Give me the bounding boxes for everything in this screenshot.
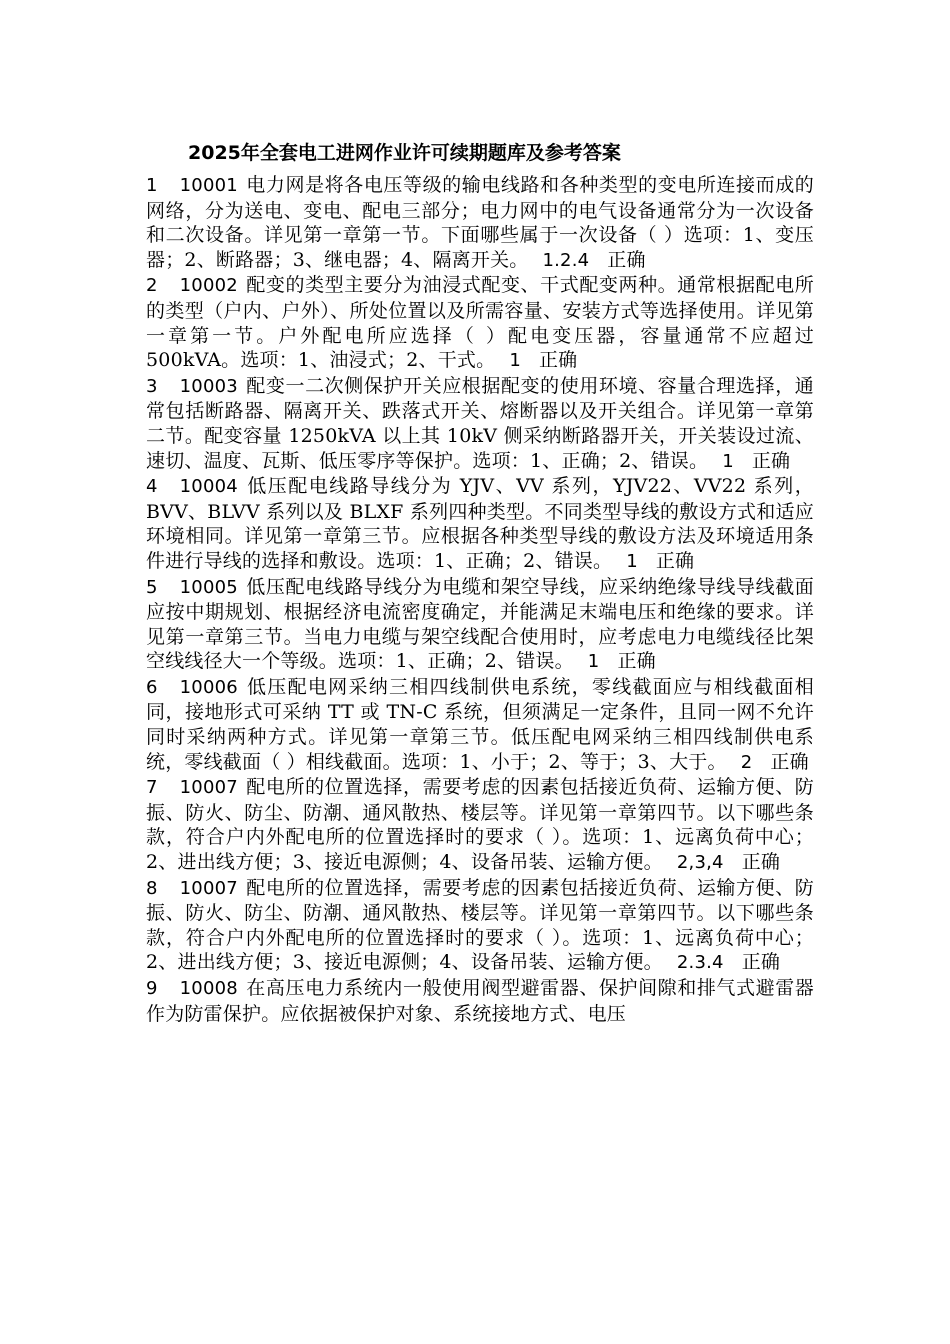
question-code: 10003 xyxy=(179,375,238,397)
question-number: 6 xyxy=(146,676,158,698)
question-code: 10008 xyxy=(179,978,238,999)
question-result: 正确 xyxy=(655,549,695,572)
question-item xyxy=(146,575,814,675)
question-text: 配变一二次侧保护开关应根据配变的使用环境、容量合理选择，通常包括断路器、隔离开关、跌落式开关、熔断器以及开关组合。详见第一章第二节。配变容量 1250kVA 以上其 10kV 侧采纳断路器开关，开关装设过流、速切、温度、瓦斯、低压零序等保护。选项：1、正确；2、错误。 xyxy=(146,374,814,472)
question-answer: 2.3.4 xyxy=(676,952,724,974)
question-answer: 1 xyxy=(626,550,638,572)
question-number: 7 xyxy=(146,777,158,799)
question-text: 配变的类型主要分为油浸式配变、干式配变两种。通常根据配电所的类型（户内、户外）、所处位置以及所需容量、安装方式等选择使用。详见第一章第一节。户外配电所应选择（ ）配电变压器，容量通常不应超过 500kVA。选项：1、油浸式；2、干式。 xyxy=(146,274,814,372)
question-code: 10007 xyxy=(179,877,238,899)
question-answer: 2 xyxy=(740,751,753,773)
question-result: 正确 xyxy=(770,750,809,773)
question-answer: 1.2.4 xyxy=(542,249,590,271)
question-item xyxy=(146,675,814,775)
question-number: 1 xyxy=(146,175,158,196)
question-text: 配电所的位置选择，需要考虑的因素包括接近负荷、运输方便、防振、防火、防尘、防潮、通风散热、楼层等。详见第一章第四节。以下哪些条款，符合户内外配电所的位置选择时的要求（ ）。选项：1、远离负荷中心；2、进出线方便；3、接近电源侧；4、设备吊装、运输方便。 xyxy=(146,876,814,974)
question-code: 10005 xyxy=(179,576,238,598)
question-code: 10007 xyxy=(179,777,238,799)
question-number: 4 xyxy=(146,476,158,498)
question-item xyxy=(146,474,814,574)
question-list xyxy=(146,173,814,1027)
question-result: 正确 xyxy=(538,349,578,372)
question-number: 3 xyxy=(146,375,158,397)
question-result: 正确 xyxy=(751,449,791,472)
document-title: 2025年全套电工进网作业许可续期题库及参考答案 xyxy=(188,142,621,164)
question-answer: 2,3,4 xyxy=(676,852,724,874)
question-text: 电力网是将各电压等级的输电线路和各种类型的变电所连接而成的网络，分为送电、变电、配电三部分；电力网中的电气设备通常分为一次设备和二次设备。详见第一章第一节。下面哪些属于一次设备（ ）选项：1、变压器；2、断路器；3、继电器；4、隔离开关。 xyxy=(146,174,814,271)
question-number: 9 xyxy=(146,978,158,999)
question-code: 10004 xyxy=(179,476,238,498)
question-answer: 1 xyxy=(587,651,600,673)
question-text: 低压配电线路导线分为电缆和架空导线，应采纳绝缘导线导线截面应按中期规划、根据经济电流密度确定，并能满足末端电压和绝缘的要求。详见第一章第三节。当电力电缆与架空线配合使用时，应考虑电力电缆线径比架空线线径大一个等级。选项：1、正确；2、错误。 xyxy=(146,575,814,673)
question-code: 10001 xyxy=(179,175,238,196)
question-number: 8 xyxy=(146,877,158,899)
question-item xyxy=(146,374,814,474)
question-text: 低压配电网采纳三相四线制供电系统，零线截面应与相线截面相同，接地形式可采纳 TT 或 TN-C 系统，但须满足一定条件，且同一网不允许同时采纳两种方式。详见第一章第三节。低压配电网采纳三相四线制供电系统，零线截面（ ）相线截面。选项：1、小于；2、等于；3、大于。 xyxy=(146,675,814,773)
question-item xyxy=(146,976,814,1027)
question-item xyxy=(146,775,814,875)
question-result: 正确 xyxy=(607,248,646,271)
question-code: 10002 xyxy=(179,275,238,297)
question-result: 正确 xyxy=(617,650,656,673)
question-result: 正确 xyxy=(741,851,781,874)
question-item xyxy=(146,273,814,373)
question-text: 配电所的位置选择，需要考虑的因素包括接近负荷、运输方便、防振、防火、防尘、防潮、通风散热、楼层等。详见第一章第四节。以下哪些条款，符合户内外配电所的位置选择时的要求（ ）。选项：1、远离负荷中心；2、进出线方便；3、接近电源侧；4、设备吊装、运输方便。 xyxy=(146,776,814,874)
question-item xyxy=(146,173,814,273)
question-text: 在高压电力系统内一般使用阀型避雷器、保护间隙和排气式避雷器作为防雷保护。应依据被保护对象、系统接地方式、电压 xyxy=(146,977,814,1025)
question-item xyxy=(146,876,814,976)
question-answer: 1 xyxy=(509,350,521,372)
question-code: 10006 xyxy=(179,676,238,698)
question-result: 正确 xyxy=(741,951,781,974)
question-text: 低压配电线路导线分为 YJV、VV 系列，YJV22、VV22 系列，BVV、BLVV 系列以及 BLXF 系列四种类型。不同类型导线的敷设方式和适应环境相同。详见第一章第三节。应根据各种类型导线的敷设方法及环境适用条件进行导线的选择和敷设。选项：1、正确；2、错误。 xyxy=(146,475,814,572)
question-answer: 1 xyxy=(722,450,734,472)
question-number: 5 xyxy=(146,576,158,598)
question-number: 2 xyxy=(146,275,158,297)
